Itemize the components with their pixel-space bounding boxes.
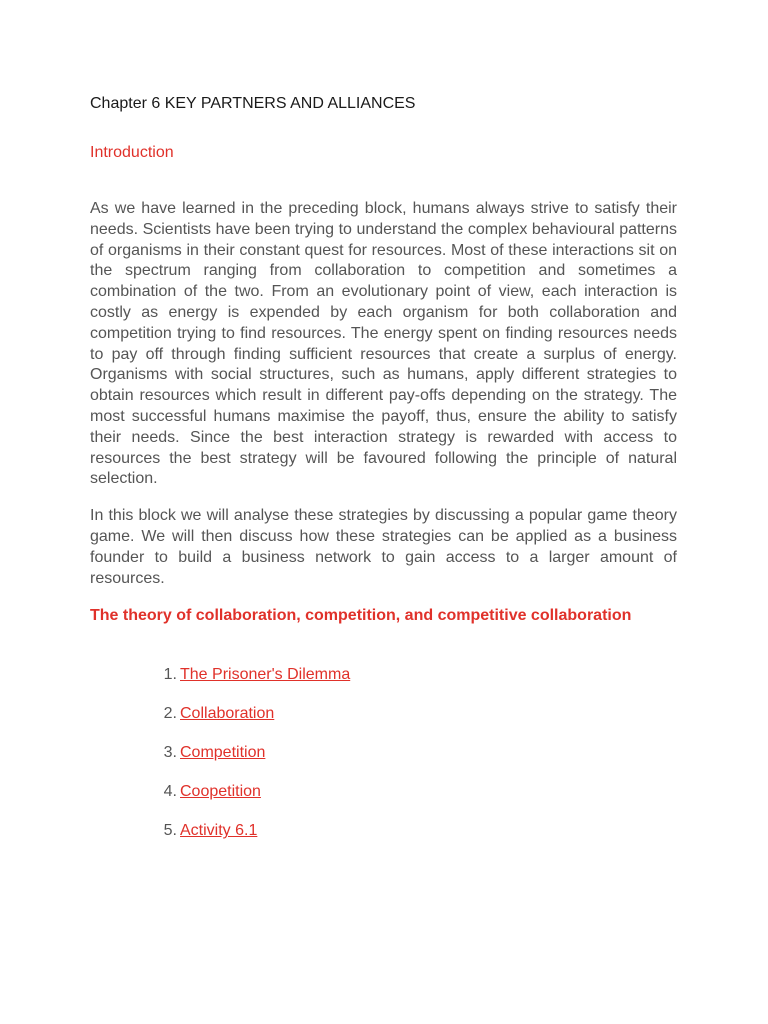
toc-link-competition[interactable]: Competition <box>180 744 266 762</box>
toc-number: 3. <box>163 744 177 762</box>
toc-link-activity-6-1[interactable]: Activity 6.1 <box>180 822 258 840</box>
document-content <box>90 93 677 859</box>
toc-item-activity-6-1 <box>90 820 677 841</box>
toc-number: 2. <box>163 705 177 723</box>
toc-number: 5. <box>163 822 177 840</box>
toc-item-coopetition <box>90 781 677 802</box>
introduction-label: Introduction <box>90 144 174 161</box>
intro-paragraph-1: As we have learned in the preceding block, humans always strive to satisfy their needs. Scientists have been trying to understand the complex behavioural patterns of organisms in their constant quest for resources. Most of these interactions sit on the spectrum ranging from collaboration to competition and sometimes a combination of the two. From an evolutionary point of view, each interaction is costly as energy is expended by each organism for both collaboration and competition trying to find resources. The energy spent on finding resources needs to pay off through finding sufficient resources that create a surplus of energy. Organisms with social structures, such as humans, apply different strategies to obtain resources which result in different pay-offs depending on the strategy. The most successful humans maximise the payoff, thus, ensure the ability to satisfy their needs. Since the best interaction strategy is rewarded with access to resources the best strategy will be favoured following the principle of natural selection. <box>90 200 677 488</box>
toc-link-collaboration[interactable]: Collaboration <box>180 705 275 723</box>
toc-number: 1. <box>163 666 177 684</box>
table-of-contents <box>90 664 677 841</box>
toc-link-coopetition[interactable]: Coopetition <box>180 783 261 801</box>
intro-paragraph-2: In this block we will analyse these strategies by discussing a popular game theory game. We will then discuss how these strategies can be applied as a business founder to build a business network to gain access to a larger amount of resources. <box>90 507 677 587</box>
section-heading: The theory of collaboration, competition, and competitive collaboration <box>90 607 632 625</box>
toc-number: 4. <box>163 783 177 801</box>
chapter-title: Chapter 6 KEY PARTNERS AND ALLIANCES <box>90 95 416 112</box>
toc-item-collaboration <box>90 703 677 724</box>
toc-link-prisoners-dilemma[interactable]: The Prisoner's Dilemma <box>180 666 351 684</box>
toc-item-competition <box>90 742 677 763</box>
toc-item-prisoners-dilemma <box>90 664 677 685</box>
